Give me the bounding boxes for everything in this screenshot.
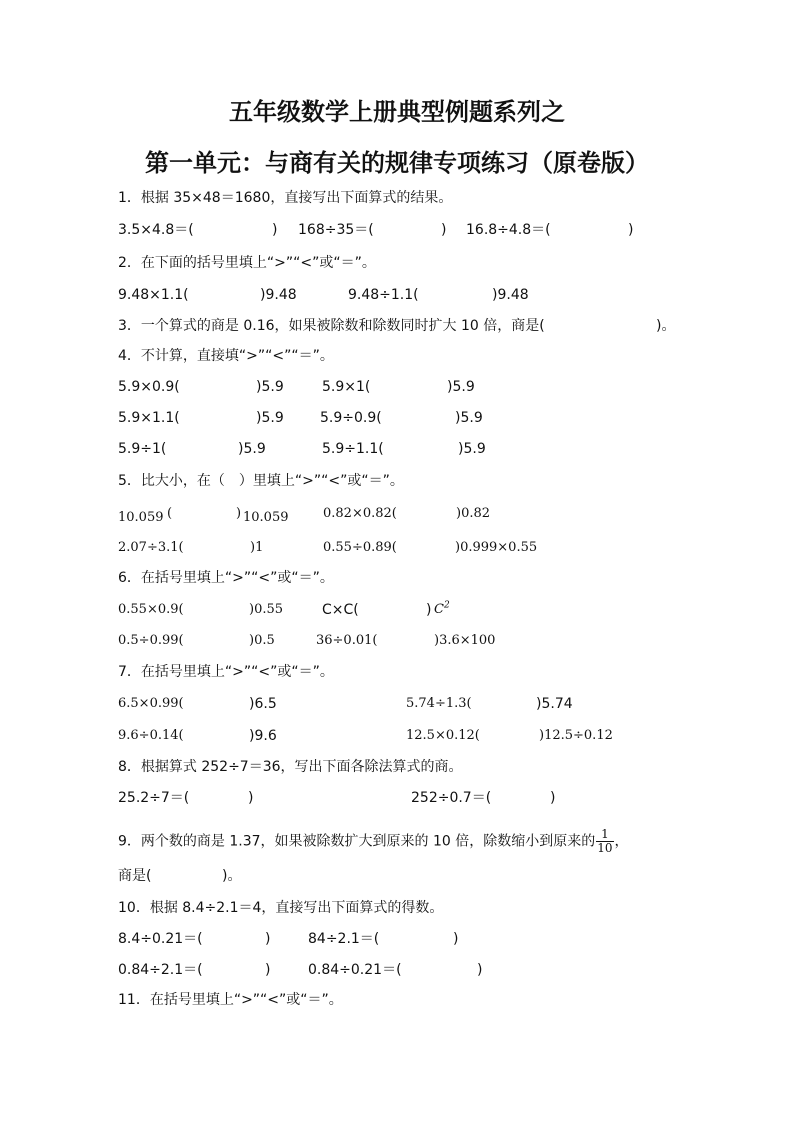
q9-stem-text: 9．两个数的商是 1.37，如果被除数扩大到原来的 10 倍，除数缩小到原来的	[118, 833, 596, 850]
q5-r1-right-value: 10.059	[243, 510, 289, 525]
q5-r1-open: (	[167, 506, 173, 521]
q10-r1-expr-a-close: )	[265, 931, 271, 947]
q9-fraction-numerator: 1	[596, 828, 613, 842]
q1-expr-c: 16.8÷4.8＝(	[466, 222, 551, 238]
q1-expr-a: 3.5×4.8＝(	[118, 222, 194, 238]
q5-r1-expr-b-close: )0.82	[456, 506, 491, 521]
q6-r2-expr-b: 36÷0.01(	[316, 633, 378, 648]
q5-r1-close: )	[236, 506, 242, 521]
q9-stem	[118, 828, 629, 855]
q4-r3-expr-b: 5.9÷1.1(	[322, 441, 384, 457]
q10-r1-expr-b-close: )	[453, 931, 459, 947]
q7-stem: 7．在括号里填上“>”“<”或“＝”。	[118, 664, 334, 680]
q7-r1-expr-a: 6.5×0.99(	[118, 696, 184, 711]
q10-r2-expr-b: 0.84÷0.21＝(	[308, 962, 402, 978]
q2-expr-b-close: )9.48	[492, 287, 529, 303]
q9-answer-close: )。	[222, 868, 242, 884]
q1-expr-c-close: )	[628, 222, 634, 238]
q7-r2-expr-b-close: )12.5÷0.12	[539, 728, 613, 743]
q7-r2-expr-a: 9.6÷0.14(	[118, 728, 184, 743]
q10-stem: 10．根据 8.4÷2.1＝4，直接写出下面算式的得数。	[118, 900, 444, 916]
q4-r2-expr-a: 5.9×1.1(	[118, 410, 180, 426]
q7-r1-expr-b: 5.74÷1.3(	[406, 696, 472, 711]
q6-r1-expr-a-close: )0.55	[249, 602, 284, 617]
q4-r1-expr-a-close: )5.9	[256, 379, 284, 395]
q2-expr-a-close: )9.48	[260, 287, 297, 303]
q5-stem: 5．比大小，在（ ）里填上“>”“<”或“＝”。	[118, 473, 404, 489]
q2-expr-a: 9.48×1.1(	[118, 287, 189, 303]
q1-expr-b-close: )	[441, 222, 447, 238]
q4-stem: 4．不计算，直接填“>”“<”“＝”。	[118, 348, 334, 364]
q7-r2-expr-b: 12.5×0.12(	[406, 728, 480, 743]
q4-r3-expr-a: 5.9÷1(	[118, 441, 167, 457]
q8-expr-b-close: )	[550, 790, 556, 806]
q5-r2-expr-a-close: )1	[250, 540, 264, 555]
q6-r1-expr-a: 0.55×0.9(	[118, 602, 184, 617]
q8-expr-a: 25.2÷7＝(	[118, 790, 190, 806]
q11-stem: 11．在括号里填上“>”“<”或“＝”。	[118, 992, 343, 1008]
q4-r3-expr-b-close: )5.9	[458, 441, 486, 457]
q7-r2-expr-a-close: )9.6	[249, 728, 277, 744]
q6-r1-expr-b: C×C(	[322, 602, 359, 618]
q6-r2-expr-a: 0.5÷0.99(	[118, 633, 184, 648]
q5-r1-expr-b: 0.82×0.82(	[323, 506, 397, 521]
q4-r3-expr-a-close: )5.9	[238, 441, 266, 457]
q10-r2-expr-a-close: )	[265, 962, 271, 978]
q10-r1-expr-b: 84÷2.1＝(	[308, 931, 380, 947]
q3-stem: 3．一个算式的商是 0.16，如果被除数和除数同时扩大 10 倍，商是(	[118, 318, 545, 334]
q6-r2-expr-a-close: )0.5	[249, 633, 275, 648]
q6-r1-expr-b-close: )	[426, 602, 432, 618]
q10-r2-expr-a: 0.84÷2.1＝(	[118, 962, 203, 978]
q7-r1-expr-b-close: )5.74	[536, 696, 573, 712]
q5-r1-left-value: 10.059	[118, 510, 164, 525]
q6-r1-c-squared: $C^2$	[434, 600, 450, 617]
document-title: 五年级数学上册典型例题系列之	[229, 98, 565, 126]
q8-expr-a-close: )	[248, 790, 254, 806]
q10-r2-expr-b-close: )	[477, 962, 483, 978]
q7-r1-expr-a-close: )6.5	[249, 696, 277, 712]
q4-r1-expr-b: 5.9×1(	[322, 379, 371, 395]
q1-stem: 1．根据 35×48＝1680，直接写出下面算式的结果。	[118, 190, 453, 206]
q5-r2-expr-b: 0.55÷0.89(	[323, 540, 397, 555]
q5-r2-expr-a: 2.07÷3.1(	[118, 540, 184, 555]
q10-r1-expr-a: 8.4÷0.21＝(	[118, 931, 203, 947]
q4-r2-expr-a-close: )5.9	[256, 410, 284, 426]
q3-close: )。	[656, 318, 676, 334]
q4-r2-expr-b: 5.9÷0.9(	[320, 410, 382, 426]
q4-r1-expr-a: 5.9×0.9(	[118, 379, 180, 395]
q1-expr-a-close: )	[272, 222, 278, 238]
q8-expr-b: 252÷0.7＝(	[411, 790, 492, 806]
q8-stem: 8．根据算式 252÷7＝36，写出下面各除法算式的商。	[118, 759, 463, 775]
q9-stem-end: ，	[614, 833, 629, 850]
q9-fraction	[596, 828, 613, 855]
q6-stem: 6．在括号里填上“>”“<”或“＝”。	[118, 570, 334, 586]
q6-r2-expr-b-close: )3.6×100	[434, 633, 496, 648]
q4-r2-expr-b-close: )5.9	[455, 410, 483, 426]
q4-r1-expr-b-close: )5.9	[447, 379, 475, 395]
q1-expr-b: 168÷35＝(	[298, 222, 374, 238]
q5-r2-expr-b-close: )0.999×0.55	[455, 540, 538, 555]
q9-answer-line: 商是(	[118, 868, 152, 884]
q2-stem: 2．在下面的括号里填上“>”“<”或“＝”。	[118, 255, 376, 271]
q2-expr-b: 9.48÷1.1(	[348, 287, 419, 303]
document-subtitle: 第一单元：与商有关的规律专项练习（原卷版）	[145, 149, 649, 177]
q9-fraction-denominator: 10	[597, 841, 613, 855]
